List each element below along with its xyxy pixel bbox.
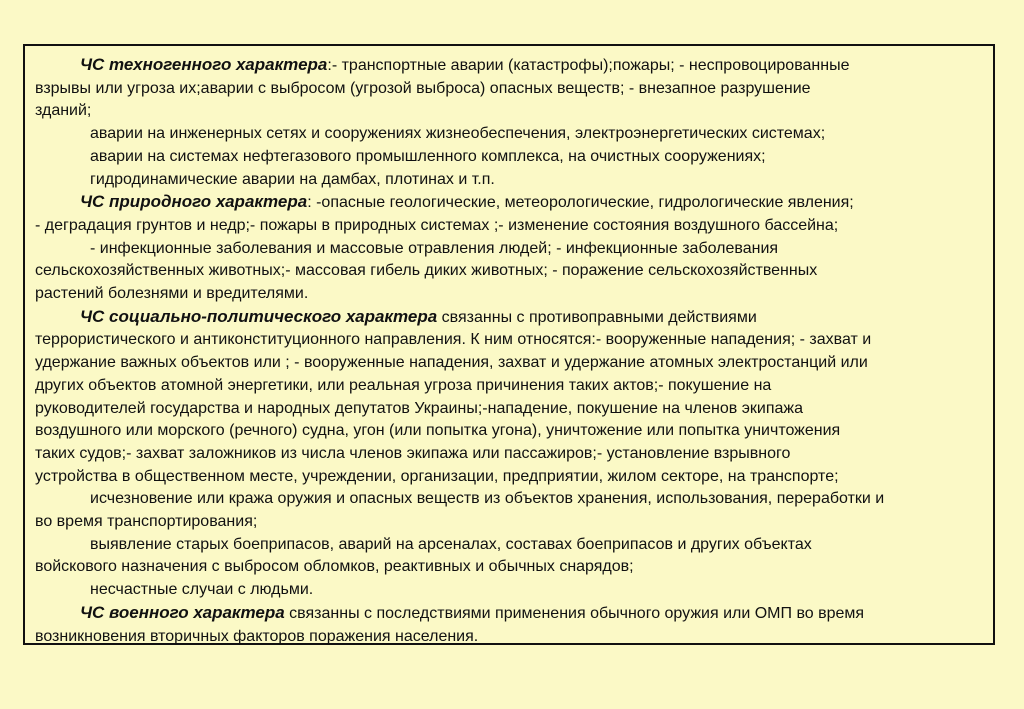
natural-heading: ЧС природного характера: [80, 192, 308, 212]
social-line-11: выявление старых боеприпасов, аварий на арсеналах, составах боеприпасов и других объектах: [90, 535, 812, 553]
social-line-4: других объектов атомной энергетики, или реальная угроза причинения таких актов;- покушение на: [35, 376, 772, 394]
natural-line-3: - инфекционные заболевания и массовые отравления людей; - инфекционные заболевания: [90, 239, 779, 257]
social-line-1: [35, 306, 983, 330]
social-line-8: устройства в общественном месте, учреждении, организации, предприятии, жилом секторе, на транспорте;: [35, 467, 839, 485]
social-line-3: удержание важных объектов или ; - вооруженные нападения, захват и удержание атомных электростанций или: [35, 354, 868, 372]
social-line-10: во время транспортирования;: [35, 513, 258, 531]
natural-line-1: [35, 191, 983, 215]
natural-line-2: - деградация грунтов и недр;- пожары в природных системах ;- изменение состояния воздушного бассейна;: [35, 216, 839, 234]
technogenic-line-4: аварии на инженерных сетях и сооружениях жизнеобеспечения, электроэнергетических системах;: [90, 125, 826, 143]
technogenic-line-3: зданий;: [35, 102, 92, 120]
technogenic-line-1: [35, 54, 983, 78]
natural-line-5: растений болезнями и вредителями.: [35, 285, 309, 303]
military-text-1: связанны с последствиями применения обычного оружия или ОМП во время: [284, 604, 865, 622]
natural-text-1: : -опасные геологические, метеорологические, гидрологические явления;: [307, 194, 854, 212]
military-line-1: [35, 602, 983, 626]
document-frame: [23, 44, 995, 645]
social-heading: ЧС социально-политического характера: [80, 306, 438, 326]
social-line-13: несчастные случаи с людьми.: [90, 581, 314, 599]
military-heading: ЧС военного характера: [80, 602, 285, 622]
social-line-9: исчезновение или кража оружия и опасных веществ из объектов хранения, использования, переработки и: [90, 490, 885, 508]
technogenic-text-1: :- транспортные аварии (катастрофы);пожары; - неспровоцированные: [327, 57, 850, 74]
social-line-12: войскового назначения с выбросом обломков, реактивных и обычных снарядов;: [35, 558, 634, 576]
military-line-2: возникновения вторичных факторов поражения населения.: [35, 627, 479, 645]
social-line-5: руководителей государства и народных депутатов Украины;-нападение, покушение на членов экипажа: [35, 399, 803, 417]
technogenic-line-5: аварии на системах нефтегазового промышленного комплекса, на очистных сооружениях;: [90, 147, 766, 165]
social-line-2: террористического и антиконституционного направления. К ним относятся:- вооруженные нападения; - захват и: [35, 331, 872, 349]
social-text-1: связанны с противоправными действиями: [437, 308, 757, 326]
natural-line-4: сельскохозяйственных животных;- массовая гибель диких животных; - поражение сельскохозяйственных: [35, 262, 818, 280]
technogenic-line-6: гидродинамические аварии на дамбах, плотинах и т.п.: [90, 170, 495, 188]
social-line-6: воздушного или морского (речного) судна, угон (или попытка угона), уничтожение или попытка уничтожения: [35, 422, 841, 440]
technogenic-heading: ЧС техногенного характера: [80, 55, 328, 74]
technogenic-line-2: взрывы или угроза их;аварии с выбросом (угрозой выброса) опасных веществ; - внезапное разрушение: [35, 79, 811, 97]
social-line-7: таких судов;- захват заложников из числа членов экипажа или пассажиров;- установление взрывного: [35, 444, 791, 462]
